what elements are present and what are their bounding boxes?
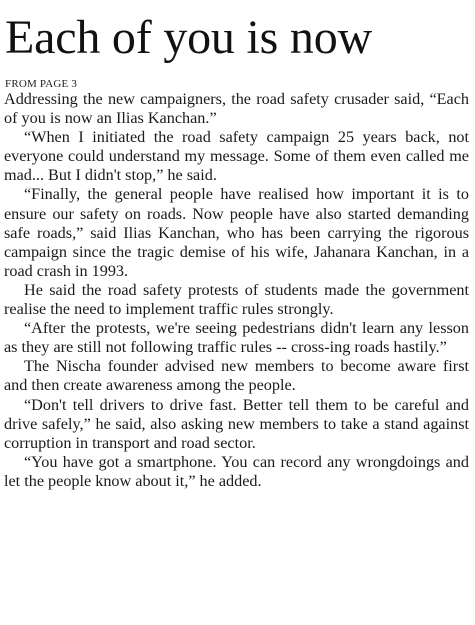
article-headline: Each of you is now <box>5 11 372 64</box>
jump-line: FROM PAGE 3 <box>5 78 78 90</box>
article-paragraph: “After the protests, we're seeing pedestrians didn't learn any lesson as they are still not following traffic rules -- cross-ing roads hastily.” <box>4 319 469 357</box>
article-paragraph: Addressing the new campaigners, the road safety crusader said, “Each of you is now an Ilias Kanchan.” <box>4 90 469 128</box>
article-paragraph: He said the road safety protests of students made the government realise the need to implement traffic rules strongly. <box>4 280 469 319</box>
article-paragraph: “Finally, the general people have realised how important it is to ensure our safety on roads. Now people have also started demanding safe roads,” said Ilias Kanchan, who has been carrying the rigorous campaign since the tragic demise of his wife, Jahanara Kanchan, in a road crash in 1993. <box>4 185 469 280</box>
article-body <box>4 90 469 491</box>
article-paragraph: “When I initiated the road safety campaign 25 years back, not everyone could understand my message. Some of them even called me mad... But I didn't stop,” he said. <box>4 128 469 185</box>
article-paragraph: “Don't tell drivers to drive fast. Better tell them to be careful and drive safely,” he said, also asking new members to take a stand against corruption in transport and road sector. <box>4 395 469 452</box>
article-paragraph: The Nischa founder advised new members to become aware first and then create awareness among the people. <box>4 357 469 395</box>
article-paragraph: “You have got a smartphone. You can record any wrongdoings and let the people know about it,” he added. <box>4 452 469 490</box>
